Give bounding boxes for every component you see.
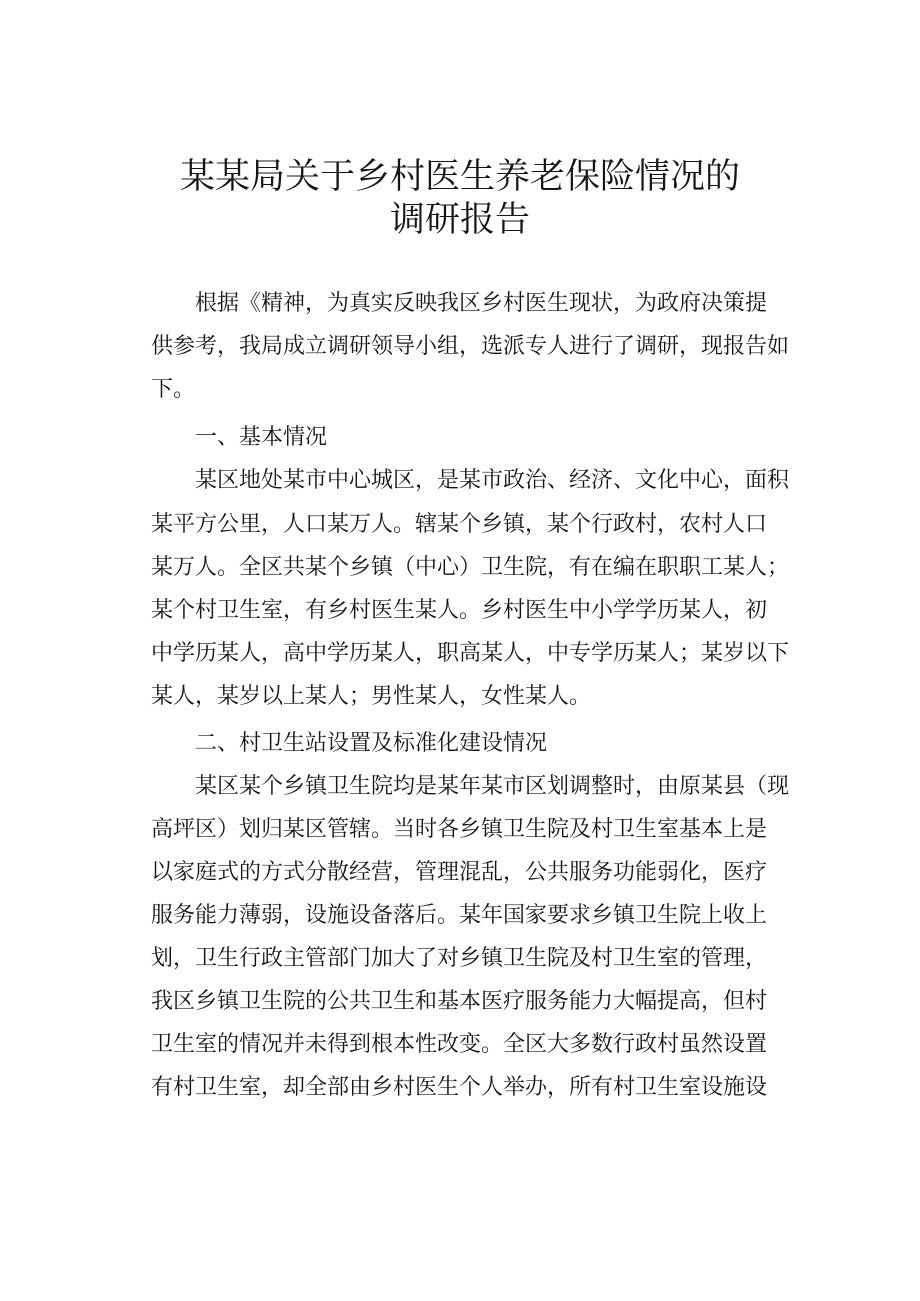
section-1-line: 某人，某岁以上某人；男性某人，女性某人。 (151, 684, 592, 709)
document-title-line-2: 调研报告 (389, 200, 530, 240)
section-1-line: 某个村卫生室，有乡村医生某人。乡村医生中小学学历某人，初 (151, 598, 768, 623)
section-1-line: 某平方公里，人口某万人。辖某个乡镇，某个行政村，农村人口 (151, 512, 768, 537)
section-2-line: 有村卫生室，却全部由乡村医生个人举办，所有村卫生室设施设 (151, 1075, 768, 1100)
intro-line: 下。 (151, 377, 196, 402)
intro-line: 根据《精神，为真实反映我区乡村医生现状，为政府决策提 (195, 291, 768, 316)
section-1-line: 某万人。全区共某个乡镇（中心）卫生院，有在编在职职工某人； (151, 555, 790, 580)
section-1-heading: 一、基本情况 (195, 425, 328, 450)
document-title-line-1: 某某局关于乡村医生养老保险情况的 (179, 157, 740, 197)
section-2-line: 服务能力薄弱，设施设备落后。某年国家要求乡镇卫生院上收上 (151, 903, 768, 928)
section-2-line: 卫生室的情况并未得到根本性改变。全区大多数行政村虽然设置 (151, 1032, 768, 1057)
section-2-line: 我区乡镇卫生院的公共卫生和基本医疗服务能力大幅提高，但村 (151, 989, 768, 1014)
section-2-line: 划，卫生行政主管部门加大了对乡镇卫生院及村卫生室的管理， (151, 946, 768, 971)
section-2-line: 高坪区）划归某区管辖。当时各乡镇卫生院及村卫生室基本上是 (151, 817, 768, 842)
section-2-line: 某区某个乡镇卫生院均是某年某市区划调整时，由原某县（现 (195, 774, 790, 799)
section-1-line: 某区地处某市中心城区，是某市政治、经济、文化中心，面积 (195, 468, 790, 493)
section-2-line: 以家庭式的方式分散经营，管理混乱，公共服务功能弱化，医疗 (151, 860, 768, 885)
section-1-line: 中学历某人，高中学历某人，职高某人，中专学历某人；某岁以下 (151, 641, 790, 666)
section-2-heading: 二、村卫生站设置及标准化建设情况 (195, 731, 548, 756)
intro-line: 供参考，我局成立调研领导小组，选派专人进行了调研，现报告如 (151, 334, 790, 359)
